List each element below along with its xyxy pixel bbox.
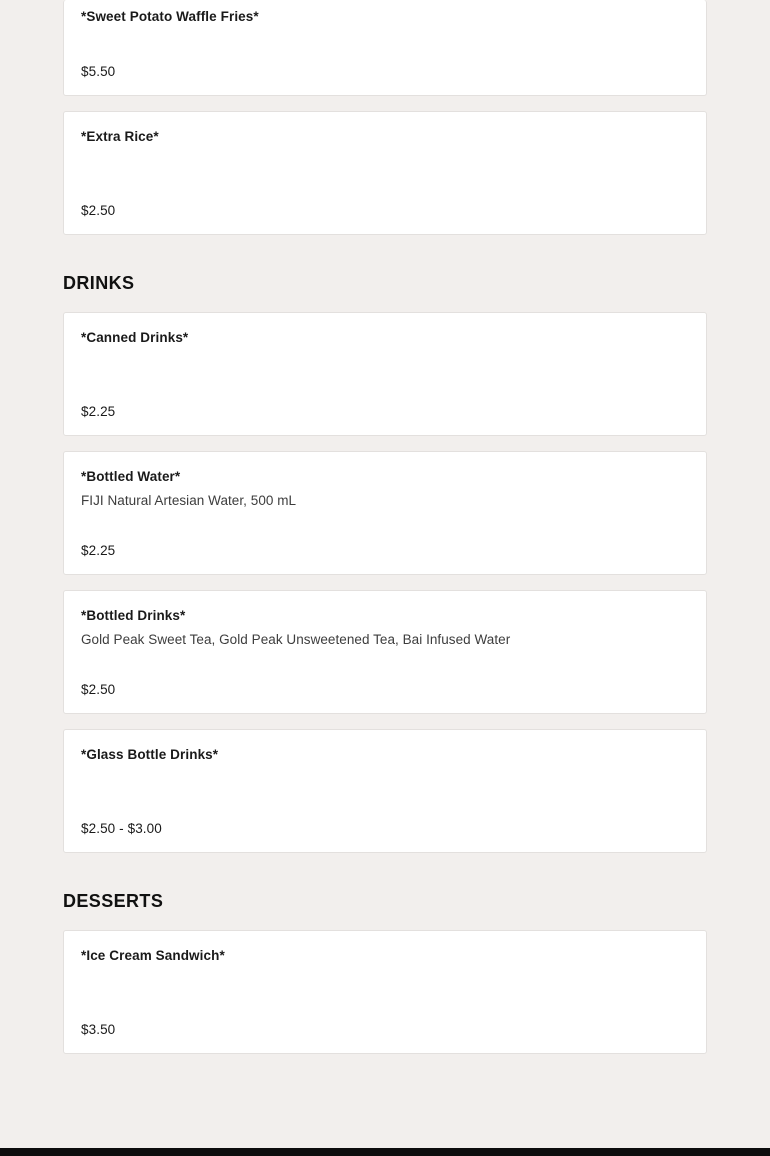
menu-item-name: *Ice Cream Sandwich* <box>81 948 225 963</box>
menu-item-card[interactable] <box>63 930 707 1054</box>
menu-item-price: $2.25 <box>81 543 116 558</box>
menu-item-name: *Glass Bottle Drinks* <box>81 747 219 762</box>
menu-item-price: $5.50 <box>81 64 116 79</box>
menu-item-description: Gold Peak Sweet Tea, Gold Peak Unsweetened Tea, Bai Infused Water <box>81 632 511 647</box>
menu-item-name: *Extra Rice* <box>81 129 159 144</box>
menu-section-desserts <box>63 891 707 1054</box>
section-title: DESSERTS <box>63 891 164 911</box>
menu-item-card[interactable] <box>63 590 707 714</box>
menu-item-price: $2.50 <box>81 682 116 697</box>
menu-item-card[interactable] <box>63 0 707 96</box>
menu-item-name: *Bottled Water* <box>81 469 181 484</box>
menu-item-description: FIJI Natural Artesian Water, 500 mL <box>81 493 297 508</box>
menu-item-name: *Canned Drinks* <box>81 330 189 345</box>
menu-item-name: *Bottled Drinks* <box>81 608 186 623</box>
section-title: DRINKS <box>63 273 135 293</box>
menu-item-card[interactable] <box>63 451 707 575</box>
menu-item-card[interactable] <box>63 729 707 853</box>
menu-item-name: *Sweet Potato Waffle Fries* <box>81 9 259 24</box>
menu-item-price: $2.50 - $3.00 <box>81 821 162 836</box>
menu-item-card[interactable] <box>63 111 707 235</box>
menu-item-price: $2.50 <box>81 203 116 218</box>
viewport-bottom-bar <box>0 1148 770 1156</box>
menu-item-price: $3.50 <box>81 1022 116 1037</box>
menu-section-drinks <box>63 273 707 853</box>
menu-item-price: $2.25 <box>81 404 116 419</box>
menu-item-card[interactable] <box>63 312 707 436</box>
